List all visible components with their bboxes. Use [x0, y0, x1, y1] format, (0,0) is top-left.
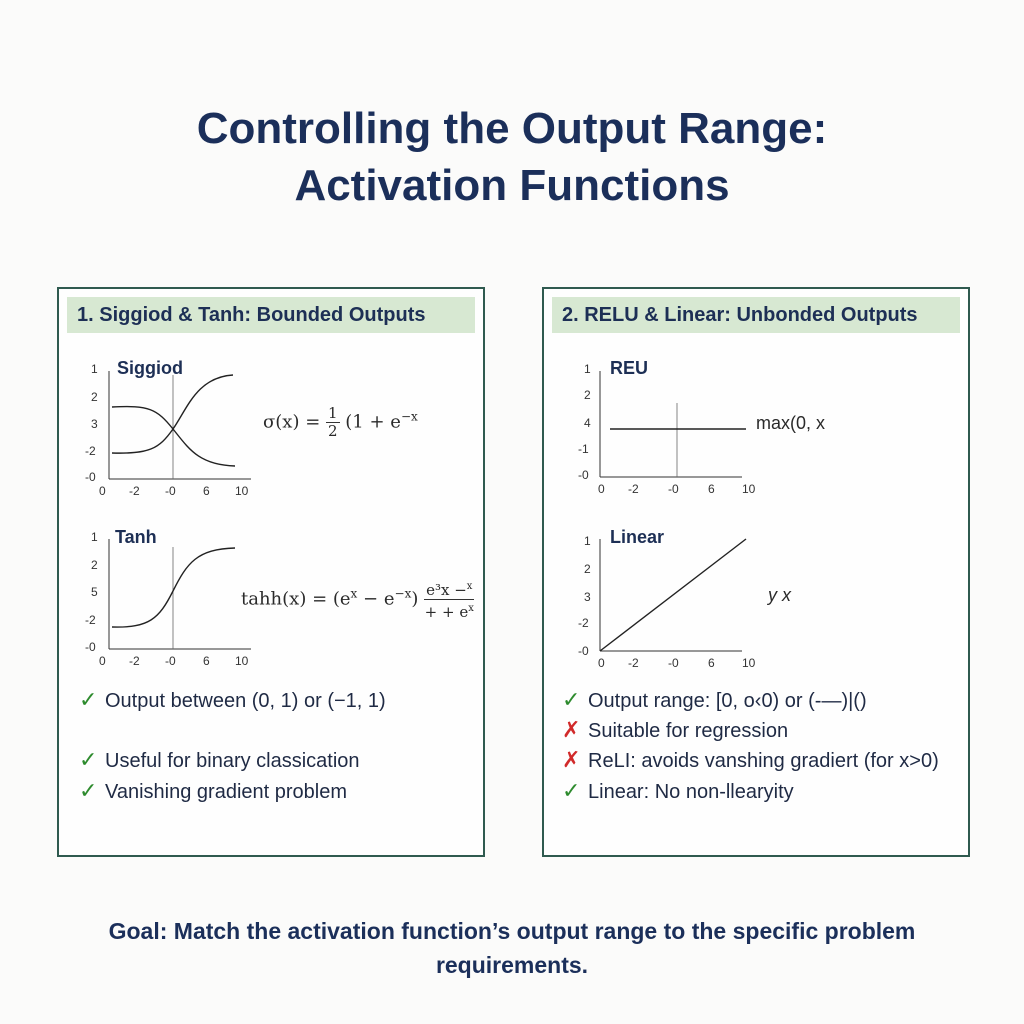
y-tick: 1: [584, 534, 591, 548]
check-icon: ✓: [79, 778, 98, 803]
unbounded-outputs-panel: [542, 287, 970, 857]
y-tick: 2: [91, 558, 98, 572]
x-tick: 10: [742, 656, 756, 670]
x-tick: 6: [708, 656, 715, 670]
y-tick: -1: [578, 442, 589, 456]
panel-header: 1. Siggiod & Tanh: Bounded Outputs: [67, 297, 475, 333]
list-item: [79, 747, 360, 773]
numerator-exponent: x: [466, 581, 473, 592]
linear-formula: y x: [768, 585, 792, 605]
list-item-text: Output between (0, 1) or (−1, 1): [105, 690, 386, 712]
tanh-formula: [241, 578, 474, 621]
x-tick: -0: [165, 484, 176, 498]
y-tick: 2: [584, 562, 591, 576]
relu-graph: [570, 361, 756, 496]
y-tick: 3: [91, 417, 98, 431]
list-item: [562, 778, 794, 804]
sigmoid-plot-title: Siggiod: [117, 358, 183, 378]
formula-denominator: [424, 600, 474, 621]
relu-formula: max(0, x: [756, 413, 826, 433]
list-item-text: Useful for binary classication: [105, 750, 360, 772]
list-item: [562, 717, 788, 743]
title-line-1: Controlling the Output Range:: [196, 104, 828, 153]
sigmoid-curve-down: [112, 407, 235, 466]
formula-text: σ(x) =: [263, 411, 327, 433]
y-tick: 2: [584, 388, 591, 402]
y-tick: -2: [578, 616, 589, 630]
x-tick: 0: [598, 656, 605, 670]
formula-numerator: 1: [328, 404, 338, 422]
list-item-text: Suitable for regression: [588, 720, 789, 742]
relu-plot: [570, 361, 756, 496]
formula-text: tahh(x) = (e: [241, 588, 351, 610]
x-tick: 0: [598, 482, 605, 496]
y-tick: 1: [584, 362, 591, 376]
sigmoid-graph: [79, 361, 259, 498]
y-tick: -0: [578, 644, 589, 658]
sigmoid-plot: [79, 361, 259, 498]
y-tick: -0: [578, 468, 589, 482]
x-tick: 6: [203, 654, 210, 668]
formula-exponent: −x: [394, 586, 412, 601]
sigmoid-curve-up: [112, 375, 233, 453]
formula-fraction: [424, 578, 474, 621]
list-item: [562, 747, 939, 773]
x-tick: -2: [628, 482, 639, 496]
list-item: [562, 687, 867, 713]
cross-icon: ✗: [562, 747, 581, 772]
tanh-curve: [112, 548, 235, 627]
list-item-text: Vanishing gradient problem: [105, 781, 348, 803]
y-tick: 4: [584, 416, 591, 430]
y-tick: -0: [85, 640, 96, 654]
tanh-graph: [79, 529, 259, 668]
tanh-plot: [79, 529, 259, 668]
x-tick: 10: [235, 484, 249, 498]
y-tick: -2: [85, 613, 96, 627]
check-icon: ✓: [79, 687, 98, 712]
check-icon: ✓: [562, 778, 581, 803]
list-item: [79, 778, 347, 804]
list-item: [79, 687, 386, 713]
x-tick: -2: [129, 654, 140, 668]
check-icon: ✓: [79, 747, 98, 772]
sigmoid-formula: [263, 405, 418, 440]
goal-statement: [0, 914, 1024, 982]
x-tick: 10: [235, 654, 249, 668]
denominator-text: + + e: [424, 603, 469, 621]
formula-text: (1 + e: [339, 411, 401, 433]
y-tick: 1: [91, 530, 98, 544]
y-tick: -2: [85, 444, 96, 458]
goal-line-2: requirements.: [435, 952, 589, 978]
y-tick: 3: [584, 590, 591, 604]
tanh-plot-title: Tanh: [115, 527, 157, 547]
linear-plot-title: Linear: [610, 527, 665, 547]
list-item-text: Linear: No non-llearyity: [588, 781, 794, 803]
formula-text: ): [411, 588, 425, 610]
formula-exponent: −x: [400, 409, 418, 424]
formula-text: − e: [357, 588, 395, 610]
x-tick: -0: [668, 656, 679, 670]
y-tick: 1: [91, 362, 98, 376]
cross-icon: ✗: [562, 717, 581, 742]
y-tick: -0: [85, 470, 96, 484]
x-tick: -0: [165, 654, 176, 668]
list-item-text: ReLI: avoids vanshing gradiert (for x>0): [588, 750, 939, 772]
denominator-exponent: x: [468, 603, 474, 614]
linear-plot: [570, 531, 756, 670]
list-item-text: Output range: [0, o‹0) or (-—)|(): [588, 690, 867, 712]
bounded-outputs-panel: [57, 287, 485, 857]
formula-numerator: [424, 578, 474, 600]
panel-header: 2. RELU & Linear: Unbonded Outputs: [552, 297, 960, 333]
formula-denominator: 2: [328, 422, 338, 440]
formula-fraction: [326, 405, 340, 440]
x-tick: 0: [99, 654, 106, 668]
linear-graph: [570, 531, 756, 670]
x-tick: 0: [99, 484, 106, 498]
numerator-text: e³x −: [426, 581, 467, 599]
x-tick: -2: [628, 656, 639, 670]
x-tick: 10: [742, 482, 756, 496]
x-tick: 6: [708, 482, 715, 496]
title-line-2: Activation Functions: [294, 161, 730, 210]
formula-exponent: x: [350, 586, 358, 601]
x-tick: 6: [203, 484, 210, 498]
check-icon: ✓: [562, 687, 581, 712]
page-title: [0, 100, 1024, 214]
x-tick: -2: [129, 484, 140, 498]
linear-line: [600, 539, 746, 651]
relu-plot-title: REU: [610, 358, 649, 378]
y-tick: 5: [91, 585, 98, 599]
y-tick: 2: [91, 390, 98, 404]
x-tick: -0: [668, 482, 679, 496]
goal-line-1: Goal: Match the activation function’s output range to the specific problem: [108, 918, 916, 944]
